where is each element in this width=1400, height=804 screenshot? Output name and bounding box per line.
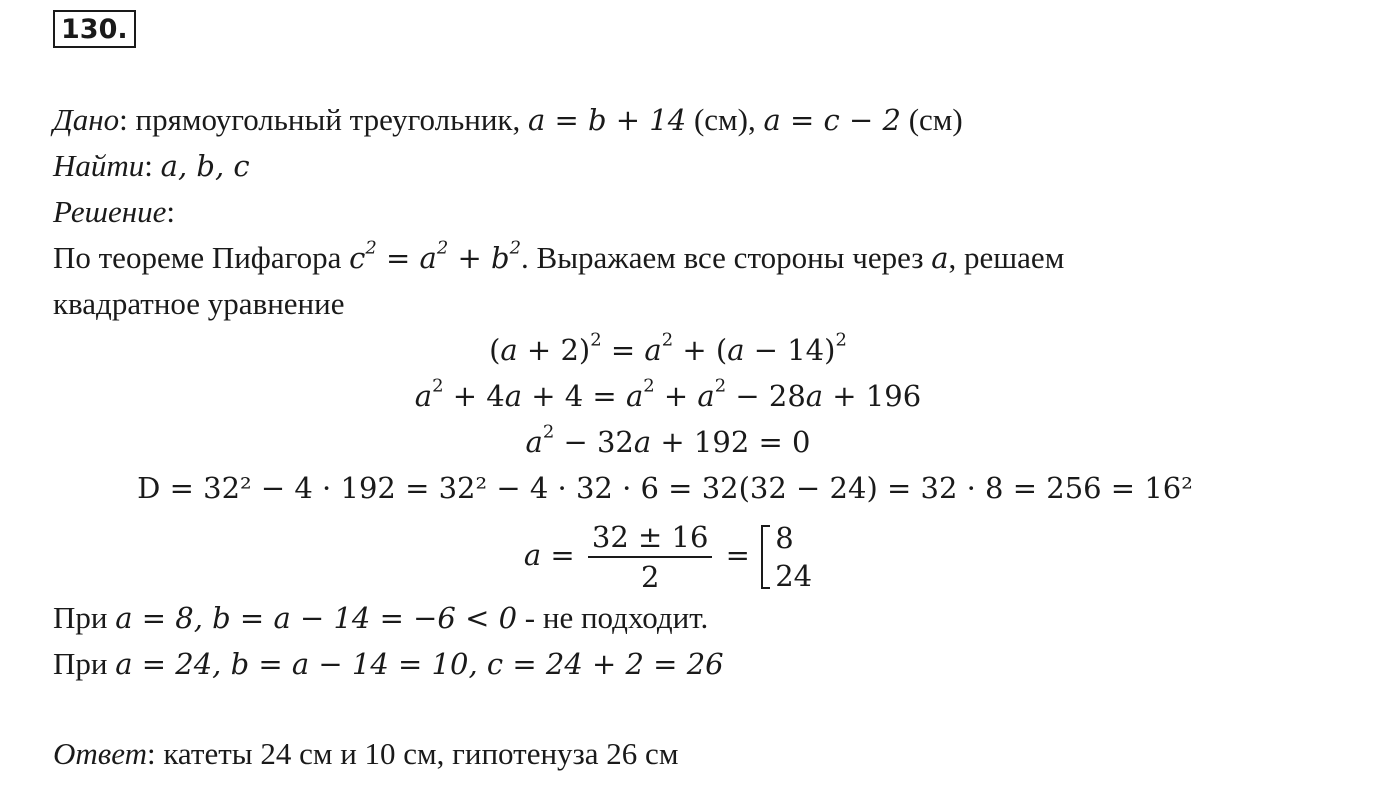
equation-2: $a^2 + 4a + 4 = a^2 + a^2 - 28a + 196$: [414, 375, 922, 413]
solution-label: Решение: [53, 194, 167, 229]
pythagoras-line-2: квадратное уравнение: [53, 286, 345, 321]
answer-line: Ответ: катеты 24 см и 10 см, гипотенуза 26 см: [53, 736, 679, 771]
case-1-line: [53, 598, 708, 638]
find-math: a, b, c: [160, 149, 250, 183]
answer-label: Ответ: [53, 736, 147, 771]
find-line: Найти: a, b, c: [53, 148, 250, 183]
given-label: Дано: [53, 102, 120, 137]
equation-1: $(a + 2)^2 = a^2 + (a - 14)^2$: [489, 329, 847, 367]
find-label: Найти: [53, 148, 145, 183]
given-text: прямоугольный треугольник,: [135, 102, 528, 137]
solution-line: Решение:: [53, 194, 175, 229]
roots-cases: [759, 519, 812, 595]
root-1: 8: [775, 521, 794, 555]
given-math-1: a = b + 14: [527, 103, 687, 137]
case-1-prefix: При: [53, 600, 116, 635]
root-2: 24: [775, 559, 813, 593]
pythagoras-var: a: [931, 241, 949, 275]
given-unit-2: (см): [900, 102, 963, 137]
case-1-suffix: - не подходит.: [517, 600, 709, 635]
pythagoras-formula: $c^2 = a^2 + b^2$: [349, 237, 522, 275]
roots-line: a = $\frac{32 \pm 16}{2}$ = 8 24: [523, 520, 813, 594]
case-2-math: a = 24, b = a − 14 = 10, c = 24 + 2 = 26: [115, 647, 724, 681]
case-1-math: a = 8, b = a − 14 = −6 < 0: [115, 601, 518, 635]
problem-number: 130.: [53, 10, 136, 48]
equation-3: $a^2 - 32a + 192 = 0$: [525, 421, 811, 459]
case-2-line: [53, 644, 724, 684]
pythagoras-text-1: По теореме Пифагора: [53, 240, 350, 275]
fraction-numerator: 32 ± 16: [588, 518, 713, 558]
roots-fraction: [588, 518, 713, 596]
pythagoras-line: [53, 238, 1064, 278]
discriminant-line: D = 32² − 4 · 192 = 32² − 4 · 32 · 6 = 32(32 − 24) = 32 · 8 = 256 = 16²: [137, 471, 1193, 505]
answer-text: катеты 24 см и 10 см, гипотенуза 26 см: [163, 736, 679, 771]
roots-var: a: [523, 538, 542, 572]
pythagoras-text-2: . Выражаем все стороны через: [521, 240, 932, 275]
given-unit-1: (см),: [686, 102, 764, 137]
pythagoras-text-3: , решаем: [948, 240, 1065, 275]
case-2-prefix: При: [53, 646, 116, 681]
given-line: Дано: прямоугольный треугольник, a = b + 14 (см), a = c − 2 (см): [53, 102, 963, 137]
given-math-2: a = c − 2: [763, 103, 901, 137]
fraction-denominator: 2: [640, 560, 660, 594]
